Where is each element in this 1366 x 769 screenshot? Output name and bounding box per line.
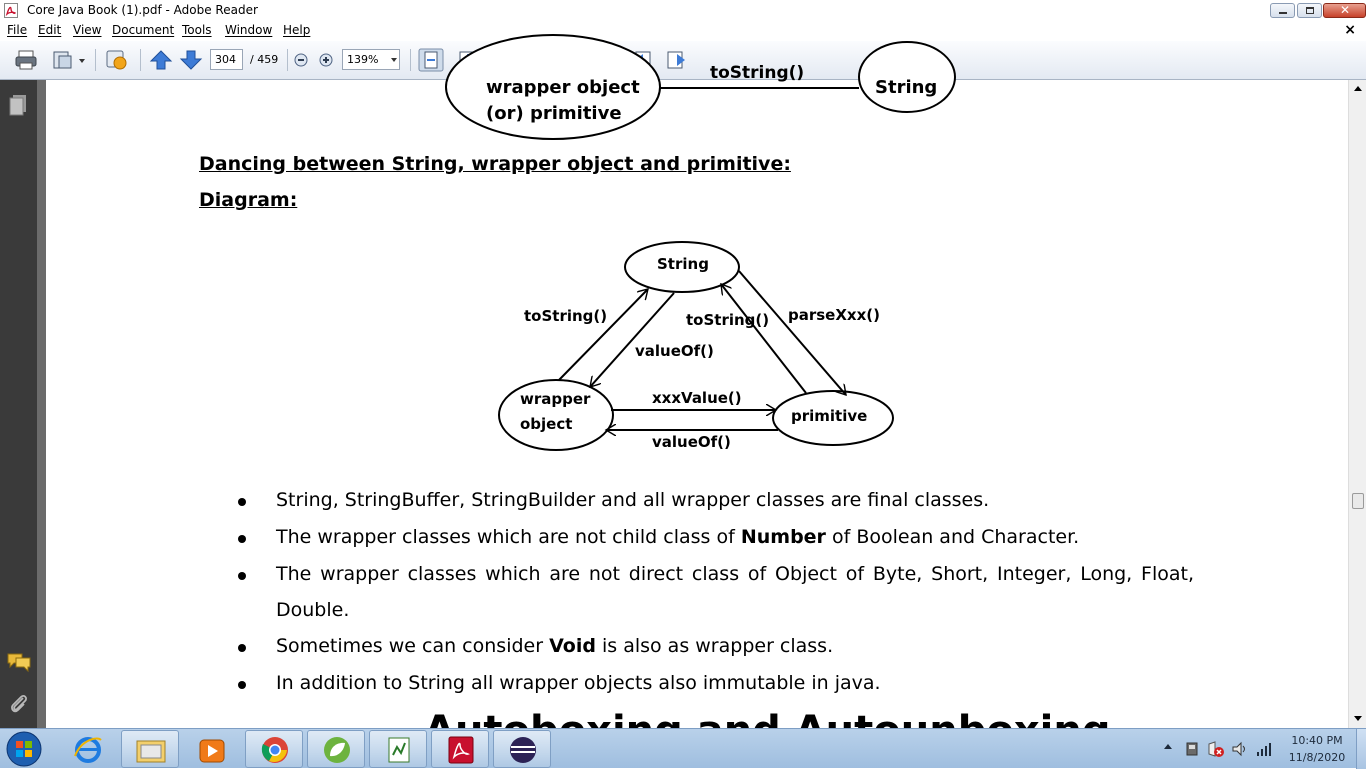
- restore-button[interactable]: [1297, 3, 1322, 18]
- list-item: [234, 665, 1194, 702]
- section-heading: Dancing between String, wrapper object and primitive:: [199, 153, 791, 175]
- adobe-reader-app-icon[interactable]: [4, 3, 18, 18]
- bullet-dot: [238, 681, 246, 689]
- clock-time[interactable]: 10:40 PM: [1291, 734, 1343, 747]
- menu-document[interactable]: Document: [112, 23, 175, 37]
- taskbar-app-spring-tool-suite[interactable]: [307, 730, 365, 768]
- toolbar-separator: [95, 49, 96, 71]
- folder-icon: [135, 736, 167, 764]
- edge-label-wrapper-to-string: toString(): [524, 307, 608, 325]
- taskbar-app-file-explorer[interactable]: [121, 730, 179, 768]
- menu-view[interactable]: View: [73, 23, 102, 37]
- bullet-text: Sometimes we can consider: [276, 635, 550, 657]
- bullet-bold-text: Void: [549, 635, 596, 657]
- print-icon[interactable]: [13, 48, 39, 72]
- action-center-icon[interactable]: [1207, 740, 1225, 758]
- navigation-panel-border: [37, 80, 46, 728]
- menu-edit[interactable]: Edit: [38, 23, 62, 37]
- close-icon: ✕: [1340, 3, 1351, 17]
- comments-icon[interactable]: [7, 652, 31, 672]
- restore-icon: [1306, 7, 1314, 14]
- bullet-text: is also as wrapper class.: [595, 635, 834, 657]
- taskbar-app-notepad[interactable]: [369, 730, 427, 768]
- edge-label-primitive-to-wrapper: valueOf(): [652, 433, 731, 451]
- scroll-up-icon[interactable]: [1354, 86, 1362, 91]
- network-signal-icon[interactable]: [1255, 740, 1273, 758]
- title-bar: [0, 0, 1366, 21]
- document-page: [46, 63, 1348, 728]
- zoom-out-icon[interactable]: [291, 48, 311, 72]
- bullet-text: String, StringBuffer, StringBuilder and all wrapper classes are final classes.: [276, 489, 990, 511]
- zoom-level-select[interactable]: 139%: [342, 49, 400, 70]
- usb-device-icon[interactable]: [1183, 740, 1201, 758]
- top-edge-label: toString(): [710, 63, 805, 83]
- pages-panel-icon[interactable]: [9, 94, 28, 116]
- menu-help[interactable]: Help: [283, 23, 311, 37]
- share-icon[interactable]: [50, 48, 76, 72]
- bullet-text: of Boolean and Character.: [825, 526, 1080, 548]
- show-hidden-icons-button[interactable]: [1164, 744, 1172, 749]
- internet-explorer-icon: [73, 736, 103, 764]
- menu-tools[interactable]: Tools: [182, 23, 212, 37]
- top-string-label: String: [875, 77, 938, 98]
- taskbar-app-adobe-reader[interactable]: [431, 730, 489, 768]
- scroll-down-icon[interactable]: [1354, 716, 1362, 721]
- page-number-input[interactable]: 304: [210, 49, 243, 70]
- string-node-label: String: [657, 255, 709, 273]
- collaborate-icon[interactable]: [104, 48, 130, 72]
- spring-leaf-icon: [322, 735, 352, 765]
- bullet-text: The wrapper classes which are not child class of: [276, 526, 741, 548]
- page-total: / 459: [250, 53, 279, 66]
- toolbar-separator: [287, 49, 288, 71]
- adobe-reader-icon: [447, 735, 475, 765]
- top-wrapper-label: wrapper object (or) primitive: [486, 77, 640, 124]
- edge-label-wrapper-to-primitive: xxxValue(): [652, 389, 742, 407]
- zoom-in-icon[interactable]: [316, 48, 336, 72]
- scrollbar-thumb[interactable]: [1352, 493, 1364, 509]
- bullet-list: [234, 482, 1194, 702]
- minimize-button[interactable]: [1270, 3, 1295, 18]
- notepad-icon: [385, 735, 413, 765]
- next-page-icon[interactable]: [178, 48, 204, 72]
- menu-window[interactable]: Window: [225, 23, 273, 37]
- start-button[interactable]: [4, 730, 44, 768]
- list-item: [234, 519, 1194, 556]
- primitive-node-label: primitive: [791, 407, 868, 425]
- window-title: Core Java Book (1).pdf - Adobe Reader: [27, 3, 258, 17]
- taskbar: [0, 728, 1366, 768]
- edge-wrapper-to-string: [559, 289, 648, 380]
- show-desktop-button[interactable]: [1356, 729, 1366, 769]
- chrome-icon: [260, 735, 290, 765]
- bullet-dot: [238, 644, 246, 652]
- attachments-icon[interactable]: [9, 692, 29, 716]
- close-window-button[interactable]: [1323, 3, 1366, 18]
- list-item: [234, 482, 1194, 519]
- taskbar-app-eclipse[interactable]: [493, 730, 551, 768]
- minimize-icon: [1279, 12, 1287, 14]
- toolbar-separator: [410, 49, 411, 71]
- edge-label-string-to-wrapper: valueOf(): [635, 342, 714, 360]
- menu-file[interactable]: File: [7, 23, 28, 37]
- list-item: [234, 628, 1194, 665]
- volume-icon[interactable]: [1231, 740, 1249, 758]
- previous-page-icon[interactable]: [148, 48, 174, 72]
- bullet-text: The wrapper classes which are not direct class of Object of Byte, Short, Integer, Long, Float, Double.: [276, 563, 1194, 621]
- bullet-text: In addition to String all wrapper objects also immutable in java.: [276, 672, 881, 694]
- diagram-subheading: Diagram:: [199, 189, 298, 211]
- bullet-dot: [238, 535, 246, 543]
- vertical-scrollbar[interactable]: [1348, 80, 1366, 728]
- taskbar-app-internet-explorer[interactable]: [58, 730, 116, 768]
- close-document-button[interactable]: ×: [1344, 22, 1356, 38]
- bullet-dot: [238, 498, 246, 506]
- toolbar-separator: [140, 49, 141, 71]
- bullet-bold-text: Number: [740, 526, 826, 548]
- list-item: [234, 556, 1194, 628]
- clock-date[interactable]: 11/8/2020: [1288, 751, 1346, 764]
- taskbar-app-chrome[interactable]: [245, 730, 303, 768]
- menu-bar: [0, 21, 1366, 41]
- edge-label-primitive-to-string: toString(): [686, 311, 770, 329]
- edge-label-string-to-primitive: parseXxx(): [788, 306, 880, 324]
- chevron-down-icon[interactable]: [79, 59, 85, 63]
- eclipse-icon: [508, 735, 538, 765]
- wrapper-node-label: wrapper object: [520, 390, 591, 433]
- navigation-panel: [0, 80, 37, 728]
- taskbar-app-media-player[interactable]: [182, 730, 240, 768]
- media-player-icon: [197, 737, 227, 765]
- chevron-down-icon[interactable]: [391, 58, 397, 62]
- bullet-dot: [238, 572, 246, 580]
